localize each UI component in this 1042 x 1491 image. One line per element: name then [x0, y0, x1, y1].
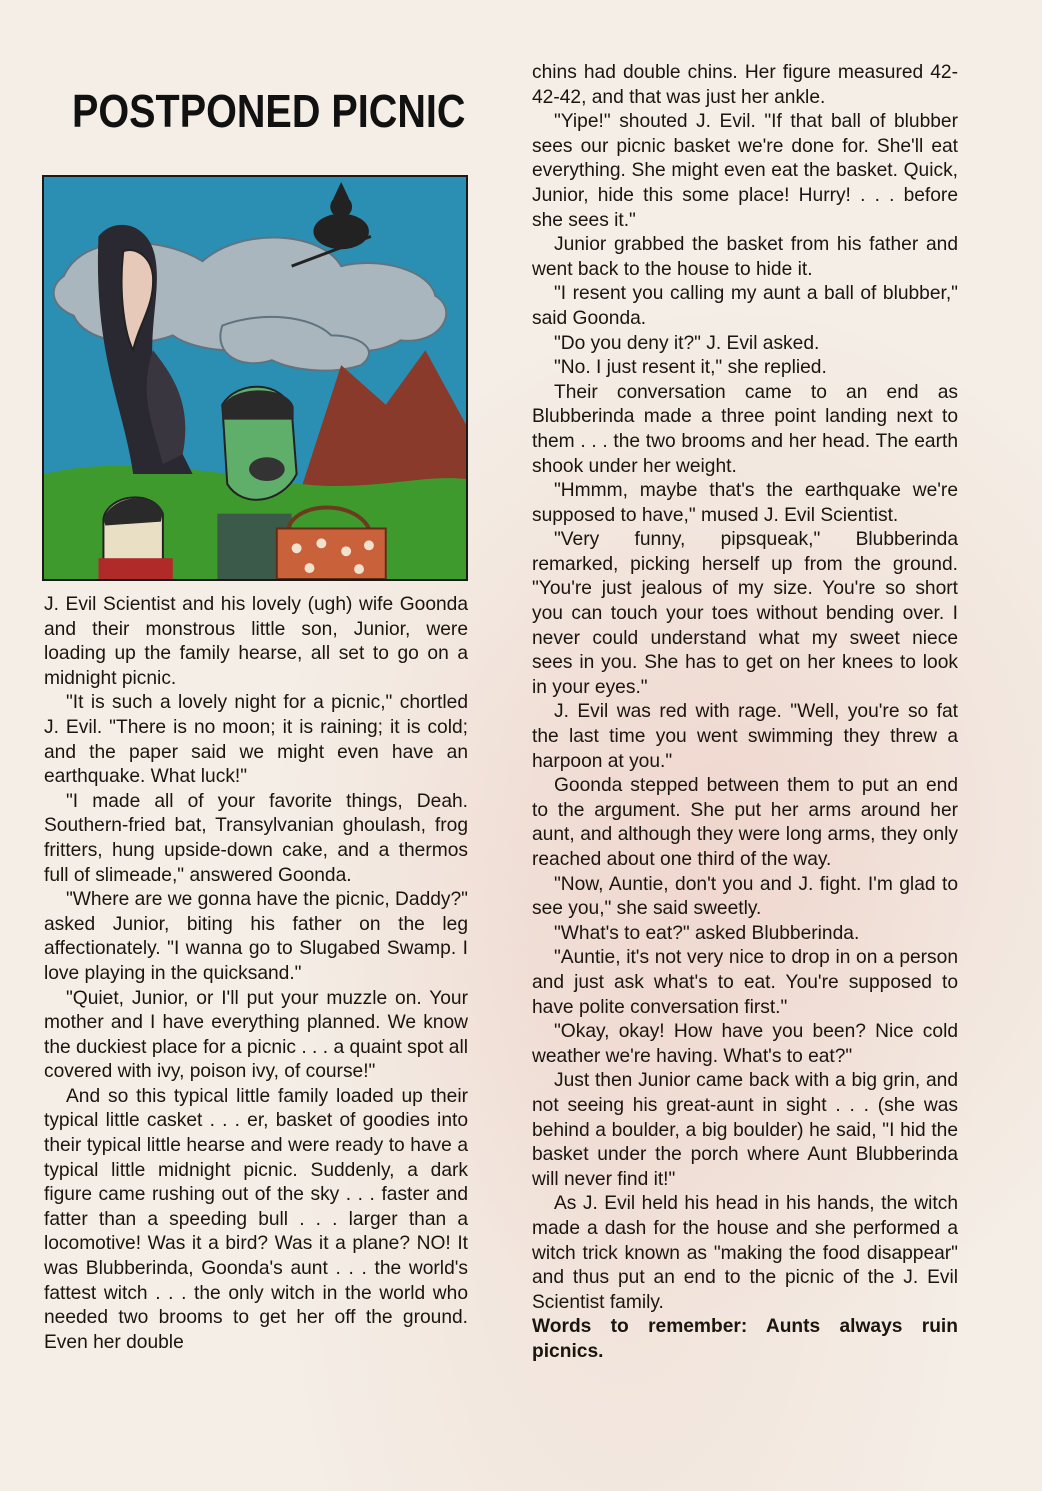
story-title: POSTPONED PICNIC — [72, 85, 466, 137]
left-text-column — [44, 593, 468, 1355]
story-paragraph: "What's to eat?" asked Blubberinda. — [554, 922, 860, 944]
story-paragraph: "Hmmm, maybe that's the earthquake we're supposed to have," mused J. Evil Scientist. — [532, 480, 958, 526]
story-paragraph: "Auntie, it's not very nice to drop in on a person and just ask what's to eat. You're supposed to have polite conversation first." — [532, 947, 958, 1018]
story-paragraph: "It is such a lovely night for a picnic," chortled J. Evil. "There is no moon; it is raining; it is cold; and the paper said we might even have an earthquake. What luck!" — [44, 692, 468, 788]
junior-figure-icon — [98, 497, 172, 579]
story-paragraph: "Okay, okay! How have you been? Nice cold weather we're having. What's to eat?" — [532, 1021, 958, 1067]
story-paragraph: "Yipe!" shouted J. Evil. "If that ball of blubber sees our picnic basket we're done for. She'll eat everything. She might even eat the basket. Quick, Junior, hide this some place! Hurry! . . . before she sees it." — [532, 111, 958, 231]
story-paragraph: "I made all of your favorite things, Deah. Southern-fried bat, Transylvanian ghoulash, frog fritters, hung upside-down cake, and a thermos full of slimeade," answered Goonda. — [44, 790, 468, 886]
story-paragraph: "Now, Auntie, don't you and J. fight. I'm glad to see you," she said sweetly. — [532, 873, 958, 920]
story-paragraph: Just then Junior came back with a big grin, and not seeing his great-aunt in sight . . . (she was behind a boulder, a big boulder) he said, "I hid the basket under the porch where Aunt Blubberinda will never find it!" — [532, 1070, 958, 1190]
story-paragraph: "Quiet, Junior, or I'll put your muzzle on. Your mother and I have everything planned. We know the duckiest place for a picnic . . . a quaint spot all covered with ivy, poison ivy, of course!" — [44, 987, 468, 1083]
story-paragraph: Goonda stepped between them to put an end to the argument. She put her arms around her aunt, and although they were long arms, they only reached about one third of the way. — [532, 775, 958, 870]
story-paragraph: chins had double chins. Her figure measured 42-42-42, and that was just her ankle. — [532, 62, 958, 108]
story-paragraph: J. Evil was red with rage. "Well, you're so fat the last time you went swimming they threw a harpoon at you." — [532, 701, 958, 772]
story-paragraph: "I resent you calling my aunt a ball of blubber," said Goonda. — [532, 283, 958, 329]
story-paragraph: "Very funny, pipsqueak," Blubberinda remarked, picking herself up from the ground. "You're just jealous of my size. You're so short you can touch your toes without bending over. I never could understand what my sweet niece sees in you. She has to get on her knees to look in your eyes." — [532, 529, 958, 698]
story-paragraph: "Do you deny it?" J. Evil asked. — [554, 332, 820, 354]
closing-moral: Words to remember: Aunts always ruin picnics. — [532, 1316, 958, 1362]
story-paragraph: As J. Evil held his head in his hands, the witch made a dash for the house and she performed a witch trick known as "making the food disappear" and thus put an end to the picnic of the J. Evil Scientist family. — [532, 1193, 958, 1313]
story-paragraph: And so this typical little family loaded up their typical little casket . . . er, basket of goodies into their typical little hearse and were ready to have a typical little midnight picnic. Suddenly, a dark figure came rushing out of the sky . . . faster and fatter than a speeding bull . . . larger than a locomotive! Was it a bird? Was it a plane? NO! It was Blubberinda, Goonda's aunt . . . the world's fattest witch . . . the only witch in the world who needed two brooms to get her off the ground. Even her double — [44, 1085, 468, 1353]
story-illustration — [42, 175, 468, 581]
story-paragraph: "No. I just resent it," she replied. — [554, 357, 827, 379]
story-paragraph: Their conversation came to an end as Blubberinda made a three point landing next to them . . . the two brooms and her head. The earth shook under her weight. — [532, 381, 958, 477]
story-paragraph: Junior grabbed the basket from his father and went back to the house to hide it. — [532, 234, 958, 280]
story-paragraph: "Where are we gonna have the picnic, Daddy?" asked Junior, biting his father on the leg affectionately. "I wanna go to Slugabed Swamp. I love playing in the quicksand." — [44, 889, 468, 984]
illustration-canvas — [44, 177, 466, 579]
story-paragraph: J. Evil Scientist and his lovely (ugh) wife Goonda and their monstrous little son, Junior, were loading up the family hearse, all set to go on a midnight picnic. — [44, 594, 468, 689]
right-text-column — [532, 61, 958, 1364]
